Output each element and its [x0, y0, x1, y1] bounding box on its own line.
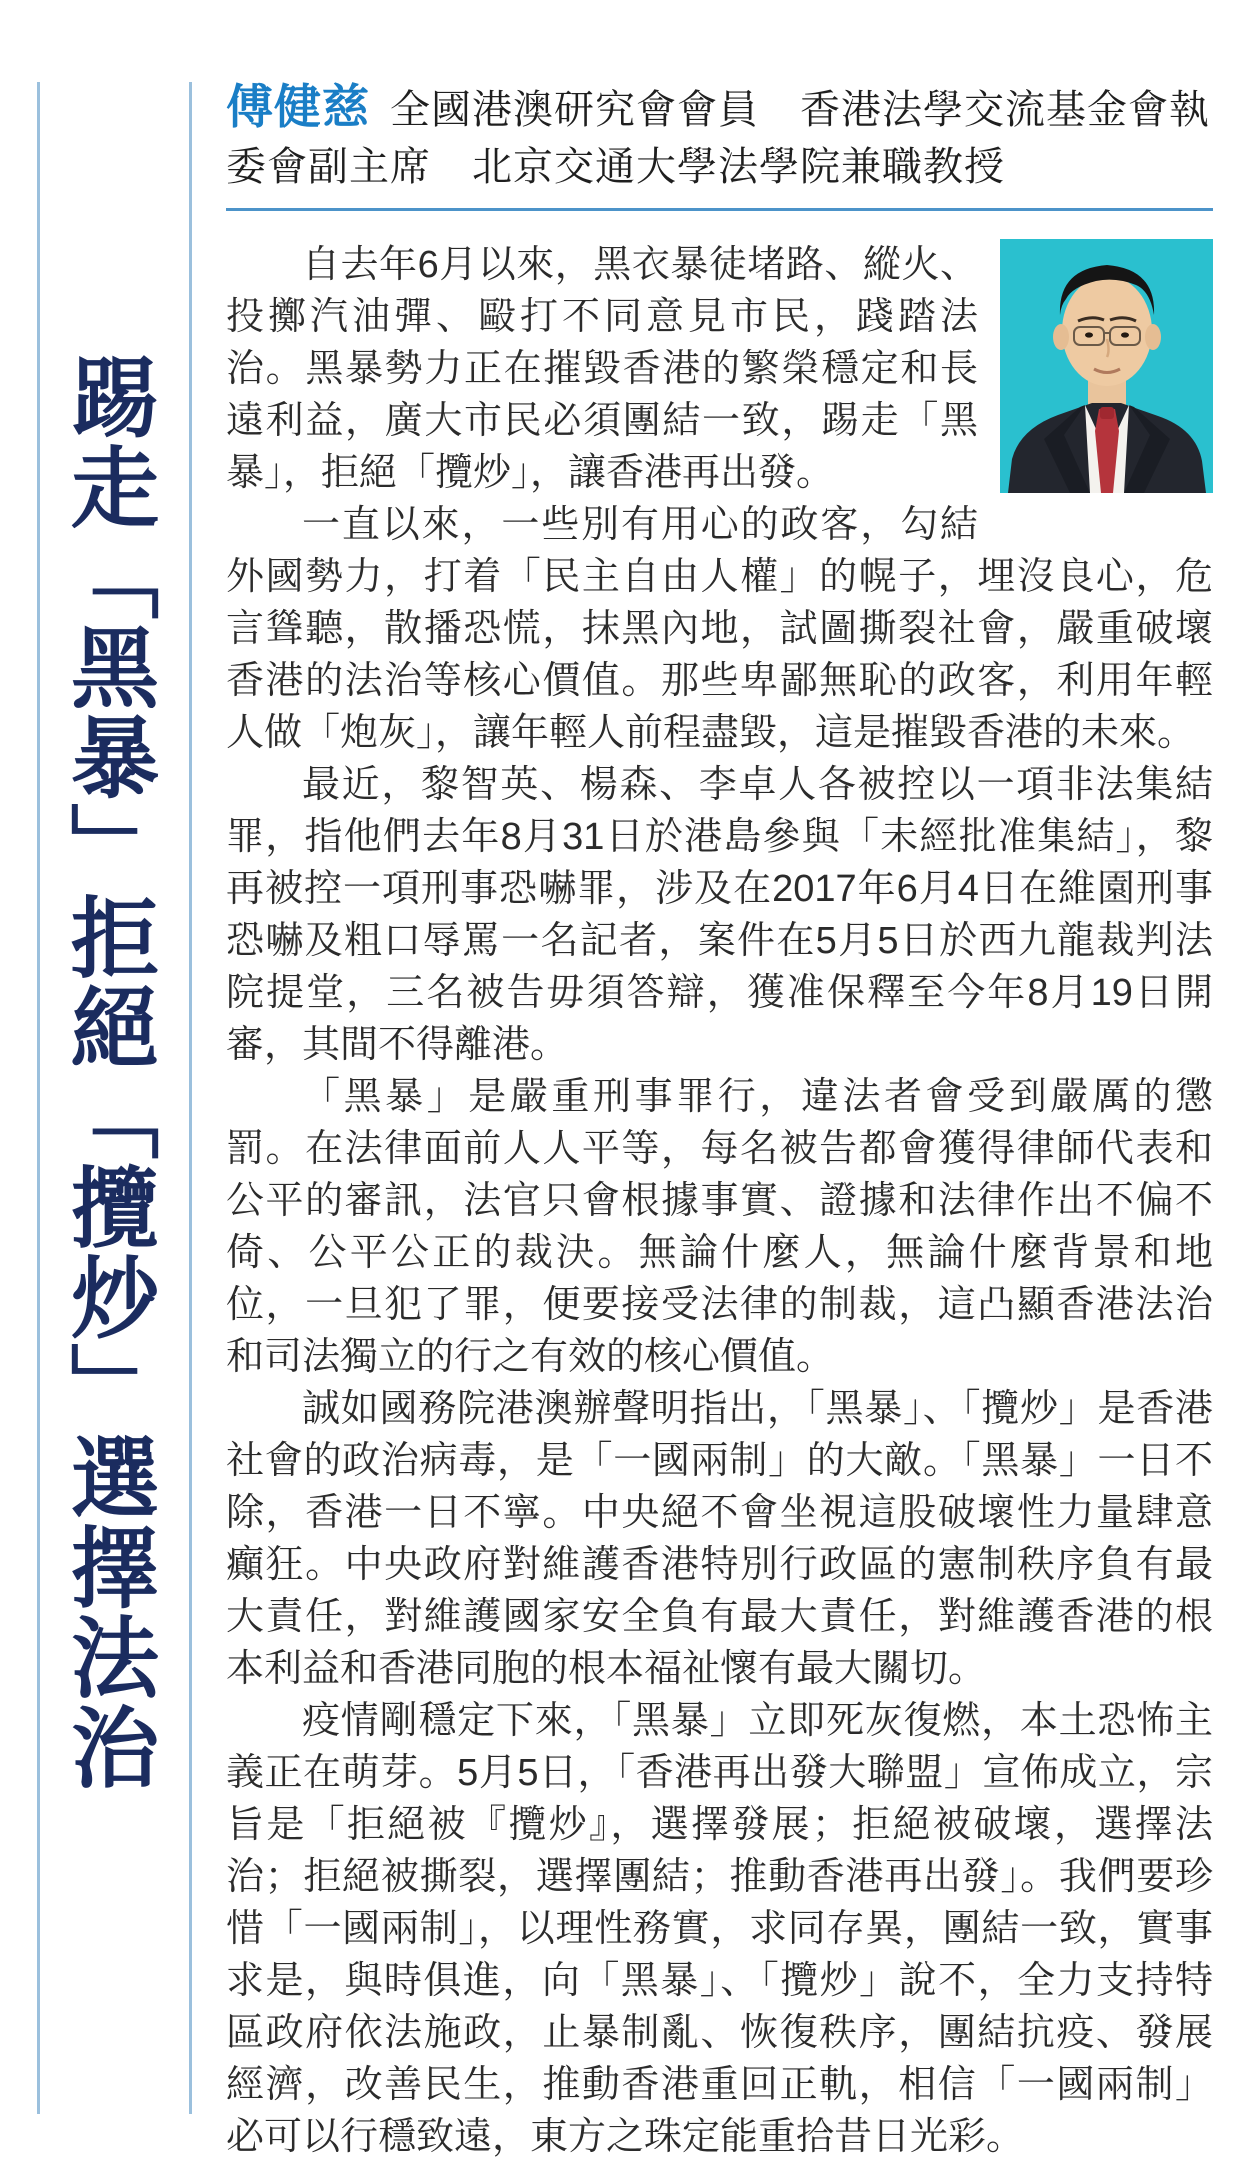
paragraph-1: 自去年6月以來，黑衣暴徒堵路、縱火、投擲汽油彈、毆打不同意見市民，踐踏法治。黑暴勢力正在摧毀香港的繁榮穩定和長遠利益，廣大市民必須團結一致，踢走「黑暴」，拒絕「攬炒」，讓香港再出發。 — [226, 244, 978, 494]
portrait-illustration — [1000, 239, 1213, 493]
paragraph-5: 誠如國務院港澳辦聲明指出，「黑暴」、「攬炒」是香港社會的政治病毒，是「一國兩制」的大敵。「黑暴」一日不除，香港一日不寧。中央絕不會坐視這股破壞性力量肆意癲狂。中央政府對維護香港特別行政區的憲制秩序負有最大責任，對維護國家安全負有最大責任，對維護香港的根本利益和香港同胞的根本福祉懷有最大關切。 — [226, 1388, 1213, 1690]
paragraph-2: 一直以來，一些別有用心的政客，勾結外國勢力，打着「民主自由人權」的幌子，埋沒良心，危言聳聽，散播恐慌，抹黑內地，試圖撕裂社會，嚴重破壞香港的法治等核心價值。那些卑鄙無恥的政客，利用年輕人做「炮灰」，讓年輕人前程盡毀，這是摧毀香港的未來。 — [226, 504, 1213, 754]
headline-body-divider-rule — [189, 82, 192, 2114]
author-portrait-photo — [1000, 239, 1213, 493]
article-content-column — [226, 78, 1213, 2160]
vertical-headline: 踢走「黑暴」拒絕「攬炒」選擇法治 — [59, 352, 158, 1792]
left-vertical-rule — [37, 82, 40, 2114]
article-body — [226, 239, 1213, 2160]
paragraph-3: 最近，黎智英、楊森、李卓人各被控以一項非法集結罪，指他們去年8月31日於港島參與「未經批准集結」，黎再被控一項刑事恐嚇罪，涉及在2017年6月4日在維園刑事恐嚇及粗口辱罵一名記者，案件在5月5日於西九龍裁判法院提堂，三名被告毋須答辯，獲准保釋至今年8月19日開審，其間不得離港。 — [226, 764, 1213, 1066]
author-name: 傅健慈 — [226, 80, 370, 133]
paragraph-6: 疫情剛穩定下來，「黑暴」立即死灰復燃，本土恐怖主義正在萌芽。5月5日，「香港再出發大聯盟」宣佈成立，宗旨是「拒絕被『攬炒』，選擇發展；拒絕被破壞，選擇法治；拒絕被撕裂，選擇團結；推動香港再出發」。我們要珍惜「一國兩制」，以理性務實，求同存異，團結一致，實事求是，與時俱進，向「黑暴」、「攬炒」說不，全力支持特區政府依法施政，止暴制亂、恢復秩序，團結抗疫、發展經濟，改善民生，推動香港重回正軌，相信「一國兩制」必可以行穩致遠，東方之珠定能重拾昔日光彩。 — [226, 1700, 1213, 2158]
paragraph-4: 「黑暴」是嚴重刑事罪行，違法者會受到嚴厲的懲罰。在法律面前人人平等，每名被告都會獲得律師代表和公平的審訊，法官只會根據事實、證據和法律作出不偏不倚、公平公正的裁決。無論什麼人，無論什麼背景和地位，一旦犯了罪，便要接受法律的制裁，這凸顯香港法治和司法獨立的行之有效的核心價值。 — [226, 1076, 1213, 1378]
author-affiliations: 全國港澳研究會會員 香港法學交流基金會執委會副主席 北京交通大學法學院兼職教授 — [226, 88, 1210, 189]
byline — [226, 78, 1213, 196]
byline-separator-rule — [226, 208, 1213, 211]
